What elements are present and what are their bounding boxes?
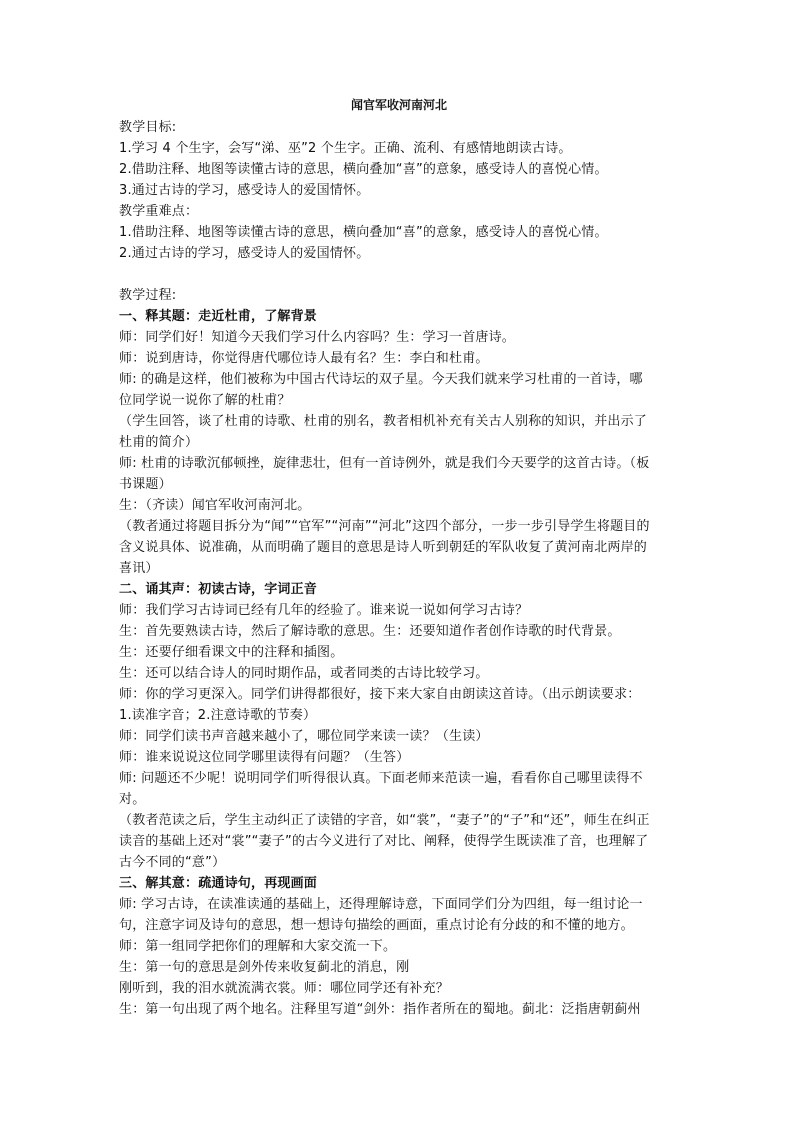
objectives-label: 教学目标: xyxy=(119,120,177,135)
process-line: 读音的基础上还对“裳”“妻子”的古今义进行了对比、阐释，使得学生既读准了音，也理解了 xyxy=(119,834,649,849)
process-line: 生：第一句出现了两个地名。注释里写道“剑外：指作者所在的蜀地。蓟北：泛指唐朝蓟州 xyxy=(119,1002,641,1017)
process-label: 教学过程: xyxy=(119,288,177,303)
process-line: 师: 杜甫的诗歌沉郁顿挫，旋律悲壮，但有一首诗例外，就是我们今天要学的这首古诗。（板 xyxy=(119,456,650,471)
process-line: （学生回答，谈了杜甫的诗歌、杜甫的别名，教者相机补充有关古人别称的知识，并出示了 xyxy=(119,414,648,429)
process-line: 生：第一句的意思是剑外传来收复蓟北的消息，刚 xyxy=(119,960,410,975)
objective-item: 3.通过古诗的学习，感受诗人的爱国情怀。 xyxy=(119,183,370,198)
process-line: 刚听到，我的泪水就流满衣裳。师：哪位同学还有补充？ xyxy=(119,981,450,996)
process-line: 师：同学们读书声音越来越小了，哪位同学来读一读？（生读） xyxy=(119,729,489,744)
process-line: 师：谁来说说这位同学哪里读得有问题？（生答） xyxy=(119,750,410,765)
document-title: 闻官军收河南河北 xyxy=(350,98,447,112)
process-lines xyxy=(119,306,679,1020)
process-line: 杜甫的简介） xyxy=(119,435,199,450)
process-line: 句，注意字词及诗句的意思，想一想诗句描绘的画面，重点讨论有分歧的和不懂的地方。 xyxy=(119,918,634,933)
document-page xyxy=(119,97,679,1020)
section-heading: 一、释其题：走近杜甫，了解背景 xyxy=(119,309,318,324)
section-heading: 二、诵其声：初读古诗，字词正音 xyxy=(119,582,318,597)
process-line: 师：同学们好！知道今天我们学习什么内容吗？生：学习一首唐诗。 xyxy=(119,330,516,345)
key-points-label: 教学重难点： xyxy=(119,204,199,219)
process-line: 师：第一组同学把你们的理解和大家交流一下。 xyxy=(119,939,397,954)
process-line: 生：还要仔细看课文中的注释和插图。 xyxy=(119,645,344,660)
section-heading: 三、解其意：疏通诗句，再现画面 xyxy=(119,876,318,891)
objectives-section xyxy=(119,117,679,201)
process-line: 对。 xyxy=(119,792,146,807)
process-line: 师: 学习古诗，在读准读通的基础上，还得理解诗意，下面同学们分为四组，每一组讨论一 xyxy=(119,897,643,912)
process-line: （教者范读之后，学生主动纠正了读错的字音，如“裳”，“妻子”的“子”和“还”，师生在纠正 xyxy=(119,813,650,828)
process-line: 喜讯） xyxy=(119,561,159,576)
key-point-item: 2.通过古诗的学习，感受诗人的爱国情怀。 xyxy=(119,246,370,261)
process-line: 古今不同的“意”） xyxy=(119,855,226,870)
process-line: 师: 的确是这样，他们被称为中国古代诗坛的双子星。今天我们就来学习杜甫的一首诗，哪 xyxy=(119,372,643,387)
process-section xyxy=(119,285,679,1020)
process-line: 师：你的学习更深入。同学们讲得都很好，接下来大家自由朗读这首诗。（出示朗读要求： xyxy=(119,687,641,702)
process-line: 师: 问题还不少呢！说明同学们听得很认真。下面老师来范读一遍，看看你自己哪里读得不 xyxy=(119,771,643,786)
objective-item: 1.学习 4 个生字，会写“涕、巫”2 个生字。正确、流利、有感情地朗读古诗。 xyxy=(119,141,572,156)
process-line: 生：首先要熟读古诗，然后了解诗歌的意思。生：还要知道作者创作诗歌的时代背景。 xyxy=(119,624,621,639)
spacer xyxy=(119,264,679,285)
process-line: 师：我们学习古诗词已经有几年的经验了。谁来说一说如何学习古诗？ xyxy=(119,603,529,618)
process-line: （教者通过将题目拆分为“闻”“官军”“河南”“河北”这四个部分，一步一步引导学生将题目的 xyxy=(119,519,650,534)
objective-item: 2.借助注释、地图等读懂古诗的意思，横向叠加“喜”的意象，感受诗人的喜悦心情。 xyxy=(119,162,608,177)
key-point-item: 1.借助注释、地图等读懂古诗的意思，横向叠加“喜”的意象，感受诗人的喜悦心情。 xyxy=(119,225,608,240)
process-line: 位同学说一说你了解的杜甫？ xyxy=(119,393,291,408)
process-line: 1.读准字音；2.注意诗歌的节奏） xyxy=(119,708,317,723)
process-line: 师：说到唐诗，你觉得唐代哪位诗人最有名？生：李白和杜甫。 xyxy=(119,351,489,366)
process-line: 含义说具体、说准确，从而明确了题目的意思是诗人听到朝廷的军队收复了黄河南北两岸的 xyxy=(119,540,648,555)
process-line: 生：（齐读）闻官军收河南河北。 xyxy=(119,498,311,513)
process-line: 书课题） xyxy=(119,477,172,492)
key-points-section xyxy=(119,201,679,264)
process-line: 生：还可以结合诗人的同时期作品，或者同类的古诗比较学习。 xyxy=(119,666,489,681)
